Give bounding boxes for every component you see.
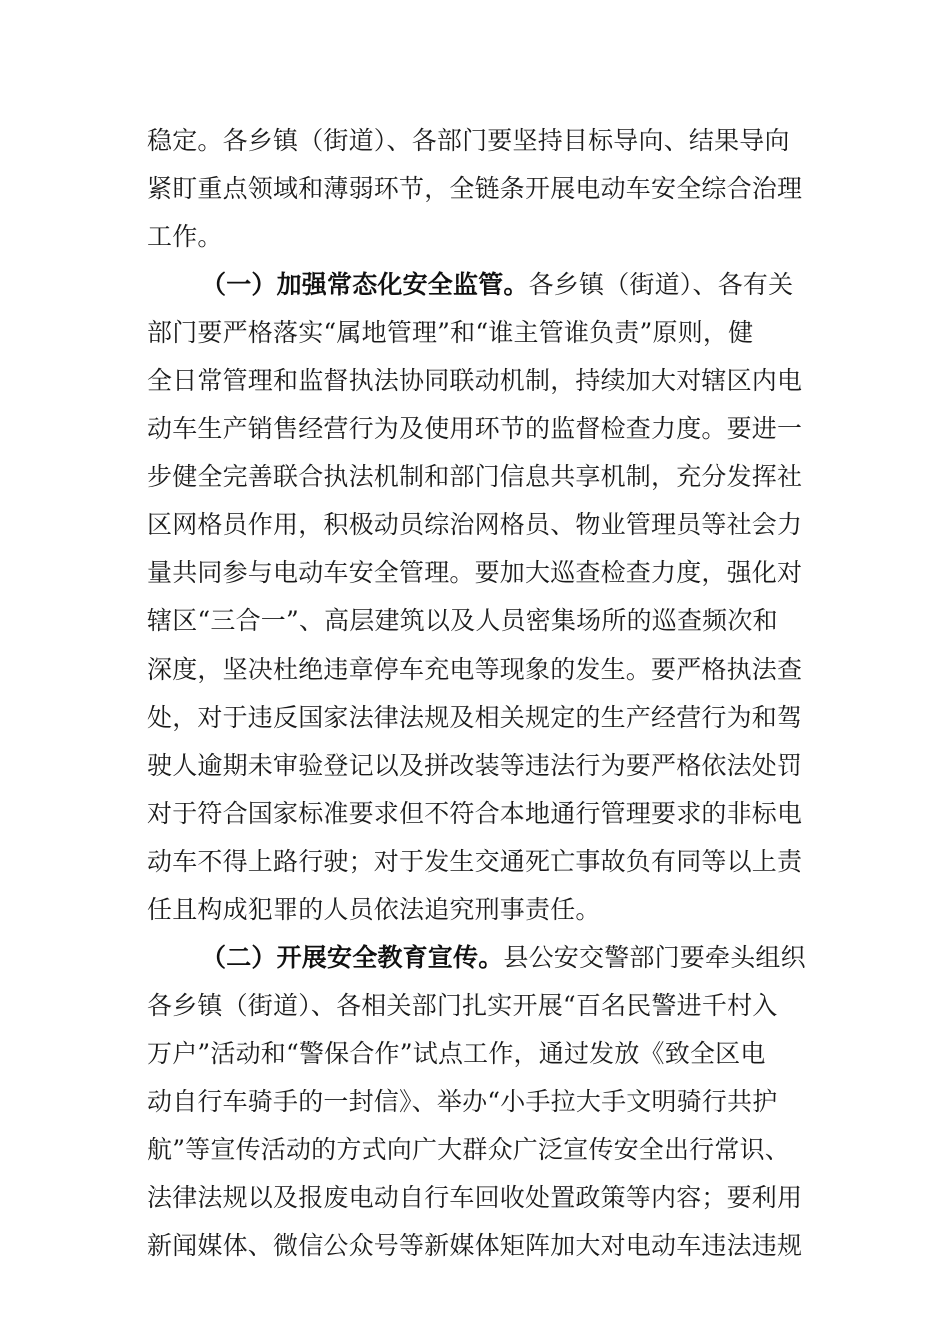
text-line: 驶人逾期未审验登记以及拼改装等违法行为要严格依法处罚 <box>147 750 803 780</box>
text-line: 全日常管理和监督执法协同联动机制，持续加大对辖区内电 <box>147 366 803 396</box>
section-heading-line <box>147 261 807 309</box>
text-line: 区网格员作用，积极动员综治网格员、物业管理员等社会力 <box>147 510 803 540</box>
body-text <box>147 117 807 1270</box>
text-line: 处，对于违反国家法律法规及相关规定的生产经营行为和驾 <box>147 702 803 732</box>
text-line: 航”等宣传活动的方式向广大群众广泛宣传安全出行常识、 <box>147 1134 790 1164</box>
text-line: 动车不得上路行驶；对于发生交通死亡事故负有同等以上责 <box>147 846 803 876</box>
text-line: 对于符合国家标准要求但不符合本地通行管理要求的非标电 <box>147 798 803 828</box>
text-line: 任且构成犯罪的人员依法追究刑事责任。 <box>147 894 601 924</box>
text-run: 县公安交警部门要牵头组织 <box>503 942 806 972</box>
section-heading: （二）开展安全教育宣传。 <box>201 942 504 972</box>
text-line: 深度，坚决杜绝违章停车充电等现象的发生。要严格执法查 <box>147 654 803 684</box>
text-line: 法律法规以及报废电动自行车回收处置政策等内容；要利用 <box>147 1183 803 1213</box>
text-line: 动自行车骑手的一封信》、举办“小手拉大手文明骑行共护 <box>147 1086 778 1116</box>
section-heading: （一）加强常态化安全监管。 <box>201 270 529 300</box>
text-line: 辖区“三合一”、高层建筑以及人员密集场所的巡查频次和 <box>147 606 778 636</box>
text-line: 步健全完善联合执法机制和部门信息共享机制，充分发挥社 <box>147 462 803 492</box>
text-line: 紧盯重点领域和薄弱环节，全链条开展电动车安全综合治理 <box>147 174 803 204</box>
text-run: 各乡镇（街道）、各有关 <box>528 270 794 300</box>
text-line: 稳定。各乡镇（街道）、各部门要坚持目标导向、结果导向 <box>147 126 790 155</box>
text-line: 量共同参与电动车安全管理。要加大巡查检查力度，强化对 <box>147 558 803 588</box>
text-line: 动车生产销售经营行为及使用环节的监督检查力度。要进一 <box>147 414 803 444</box>
text-line: 新闻媒体、微信公众号等新媒体矩阵加大对电动车违法违规 <box>147 1231 803 1261</box>
text-line: 部门要严格落实“属地管理”和“谁主管谁负责”原则，健 <box>147 318 754 348</box>
text-line: 万户”活动和“警保合作”试点工作，通过发放《致全区电 <box>147 1038 766 1068</box>
text-line: 各乡镇（街道）、各相关部门扎实开展“百名民警进千村入 <box>147 990 778 1020</box>
section-heading-line <box>147 934 807 982</box>
text-line: 工作。 <box>147 222 223 252</box>
